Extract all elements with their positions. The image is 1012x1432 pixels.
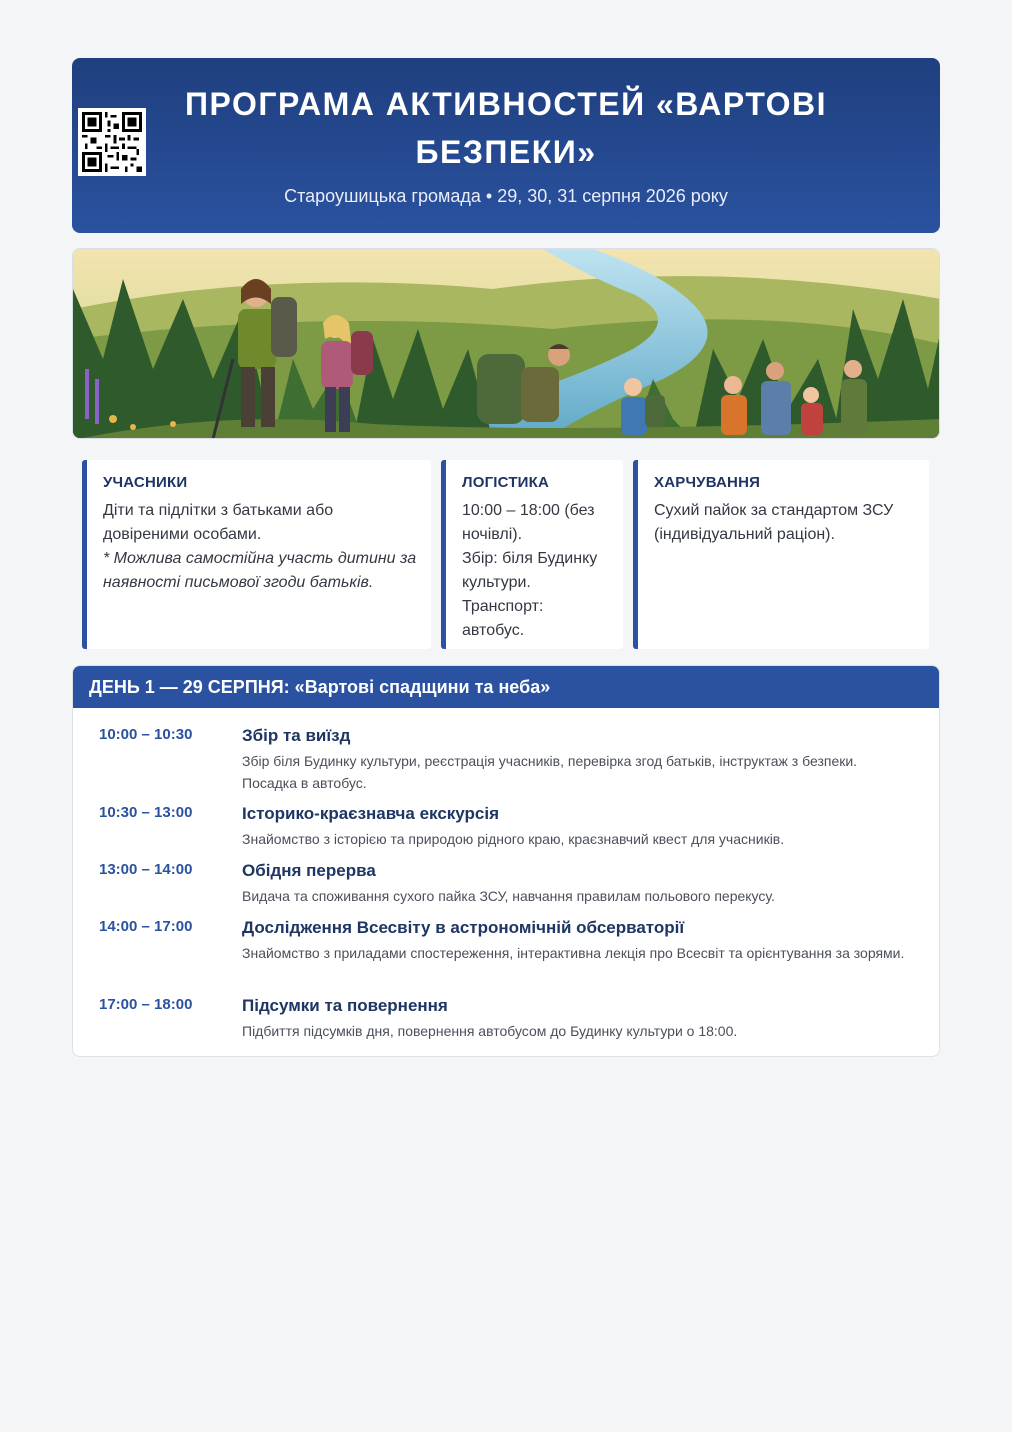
card-text: Діти та підлітки з батьками або довіреними особами. — [103, 502, 334, 543]
schedule-desc: Знайомство з приладами спостереження, інтерактивна лекція про Всесвіт та орієнтування за зорями. — [242, 945, 905, 961]
page-header — [72, 58, 940, 233]
schedule-title: Обідня перерва — [242, 861, 376, 880]
info-card-logistics — [441, 460, 623, 649]
schedule-time: 14:00 – 17:00 — [99, 918, 193, 935]
card-note: * Можлива самостійна участь дитини за наявності письмової згоди батьків. — [103, 550, 417, 591]
info-card-participants — [82, 460, 431, 649]
qr-code-icon[interactable] — [78, 108, 146, 176]
page-subtitle: Староушицька громада • 29, 30, 31 серпня 2026 року — [284, 186, 728, 206]
schedule-title: Збір та виїзд — [242, 726, 351, 745]
card-heading: ХАРЧУВАННЯ — [654, 474, 761, 491]
card-text: 10:00 – 18:00 (без ночівлі). — [462, 502, 595, 543]
page-title: ПРОГРАМА АКТИВНОСТЕЙ «ВАРТОВІ БЕЗПЕКИ» — [185, 86, 827, 170]
schedule-time: 10:00 – 10:30 — [99, 726, 193, 743]
info-card-food — [633, 460, 929, 649]
schedule-desc: Видача та споживання сухого пайка ЗСУ, навчання правилам польового перекусу. — [242, 888, 775, 904]
card-heading: ЛОГІСТИКА — [462, 474, 550, 491]
schedule-desc: Підбиття підсумків дня, повернення автобусом до Будинку культури о 18:00. — [242, 1023, 738, 1039]
schedule-desc: Знайомство з історією та природою рідного краю, краєзнавчий квест для учасників. — [242, 831, 785, 847]
card-line: Транспорт: автобус. — [462, 598, 544, 639]
hiking-banner-illustration — [72, 248, 940, 439]
day-1-schedule — [72, 665, 940, 1057]
card-line: Збір: біля Будинку культури. — [462, 550, 598, 591]
schedule-title: Історико-краєзнавча екскурсія — [242, 804, 500, 823]
schedule-title: Підсумки та повернення — [242, 996, 448, 1015]
schedule-time: 17:00 – 18:00 — [99, 996, 193, 1013]
schedule-time: 10:30 – 13:00 — [99, 804, 193, 821]
schedule-desc: Збір біля Будинку культури, реєстрація учасників, перевірка згод батьків, інструктаж з безпеки. Посадка в автобус. — [242, 753, 858, 791]
day-heading: ДЕНЬ 1 — 29 СЕРПНЯ: «Вартові спадщини та неба» — [73, 666, 939, 708]
schedule-title: Дослідження Всесвіту в астрономічній обсерваторії — [242, 918, 685, 937]
card-text: Сухий пайок за стандартом ЗСУ (індивідуальний раціон). — [654, 502, 894, 543]
schedule-time: 13:00 – 14:00 — [99, 861, 193, 878]
card-heading: УЧАСНИКИ — [103, 474, 188, 491]
